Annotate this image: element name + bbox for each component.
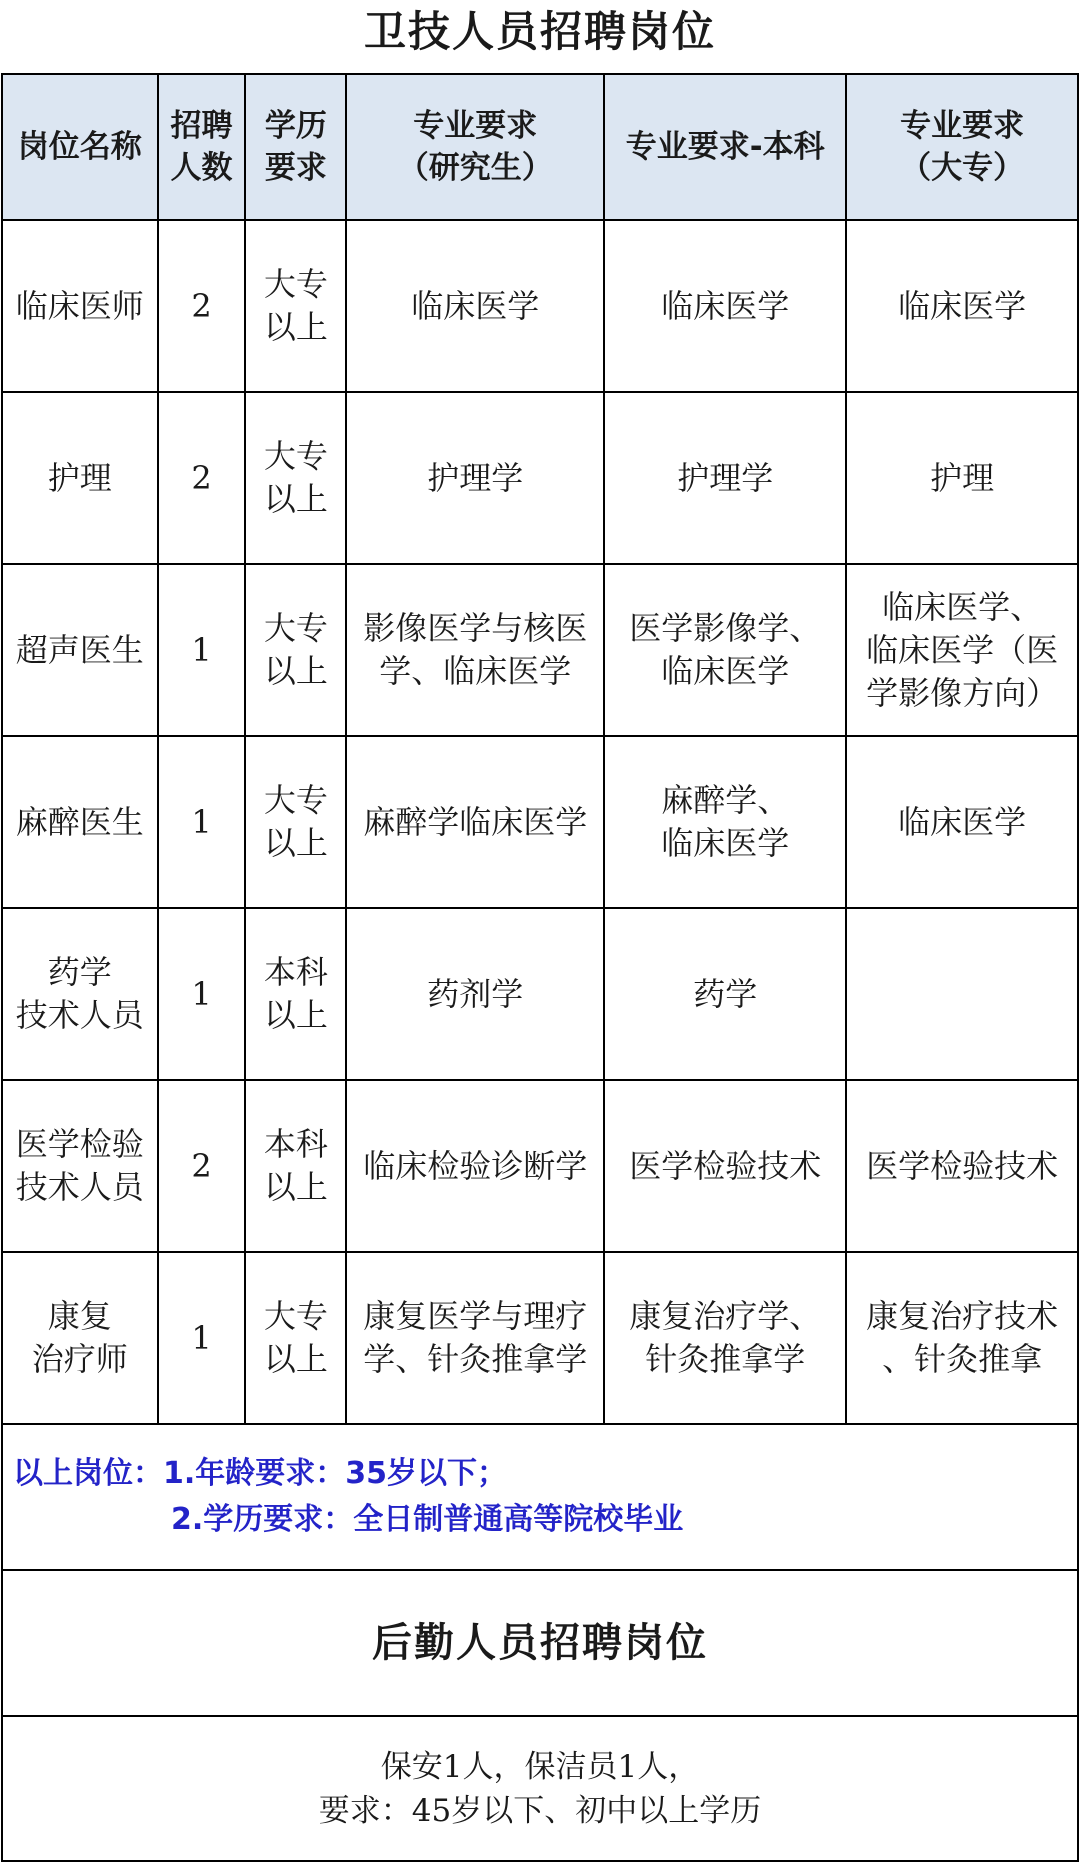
position-cell — [2, 736, 158, 908]
cell-text: 药剂学 — [427, 974, 524, 1013]
cell-text: 以上 — [263, 824, 328, 862]
header-education — [245, 74, 346, 220]
college-major-cell — [846, 1252, 1078, 1424]
cell-text: 大专 — [263, 437, 328, 475]
education-cell — [245, 1252, 346, 1424]
requirements-note — [2, 1424, 1078, 1570]
college-major-cell — [846, 908, 1078, 1080]
table-row — [2, 392, 1078, 564]
position-cell — [2, 220, 158, 392]
logistics-detail-row — [2, 1716, 1078, 1861]
header-text: 人数 — [170, 150, 233, 186]
college-major-cell — [846, 1080, 1078, 1252]
page-title: 卫技人员招聘岗位 — [363, 7, 716, 56]
table-row — [2, 220, 1078, 392]
education-cell — [245, 392, 346, 564]
cell-text: 1 — [191, 974, 212, 1013]
cell-text: 护理学 — [427, 458, 524, 497]
count-cell — [158, 736, 246, 908]
header-text: （研究生） — [397, 150, 553, 186]
header-text: 要求 — [264, 150, 327, 186]
cell-text: 临床医学、 — [882, 587, 1043, 626]
cell-text: 临床医师 — [15, 286, 144, 325]
cell-text: 康复治疗学、 — [629, 1297, 822, 1335]
cell-text: 护理学 — [677, 458, 774, 497]
cell-text: 大专 — [263, 781, 328, 819]
college-major-cell — [846, 220, 1078, 392]
cell-text: 临床医学 — [898, 286, 1027, 325]
cell-text: 药学 — [693, 974, 758, 1013]
cell-text: 1 — [191, 630, 212, 669]
note-age-requirement: 以上岗位：1.年龄要求：35岁以下； — [13, 1456, 508, 1491]
header-text: 招聘 — [170, 108, 233, 144]
position-cell — [2, 1080, 158, 1252]
recruitment-table — [1, 73, 1079, 1862]
graduate-major-cell — [346, 220, 604, 392]
bachelor-major-cell — [604, 220, 846, 392]
cell-text: 医学检验 — [15, 1125, 144, 1163]
header-text: （大专） — [900, 150, 1025, 186]
education-cell — [245, 736, 346, 908]
count-cell — [158, 1080, 246, 1252]
position-cell — [2, 392, 158, 564]
position-cell — [2, 908, 158, 1080]
cell-text: 学影像方向） — [866, 673, 1059, 712]
header-bachelor — [604, 74, 846, 220]
bachelor-major-cell — [604, 736, 846, 908]
cell-text: 影像医学与核医 — [363, 609, 588, 647]
bachelor-major-cell — [604, 1080, 846, 1252]
college-major-cell — [846, 564, 1078, 736]
bachelor-major-cell — [604, 908, 846, 1080]
cell-text: 药学 — [47, 953, 112, 991]
header-position — [2, 74, 158, 220]
cell-text: 以上 — [263, 480, 328, 518]
header-graduate — [346, 74, 604, 220]
count-cell — [158, 392, 246, 564]
logistics-details — [2, 1716, 1078, 1861]
graduate-major-cell — [346, 564, 604, 736]
cell-text: 1 — [191, 1318, 212, 1357]
cell-text: 、针灸推拿 — [882, 1340, 1043, 1378]
cell-text: 技术人员 — [15, 1168, 144, 1206]
count-cell — [158, 564, 246, 736]
note-education-requirement: 2.学历要求：全日制普通高等院校毕业 — [171, 1502, 684, 1537]
cell-text: 超声医生 — [15, 630, 144, 669]
college-major-cell — [846, 392, 1078, 564]
cell-text: 临床检验诊断学 — [363, 1146, 588, 1185]
cell-text: 麻醉学临床医学 — [363, 802, 588, 841]
header-text: 岗位名称 — [17, 129, 142, 165]
cell-text: 麻醉医生 — [15, 802, 144, 841]
logistics-section-title: 后勤人员招聘岗位 — [2, 1570, 1078, 1716]
logistics-requirements: 要求：45岁以下、初中以上学历 — [318, 1792, 762, 1829]
count-cell — [158, 220, 246, 392]
position-cell — [2, 1252, 158, 1424]
cell-text: 技术人员 — [15, 996, 144, 1034]
cell-text: 医学影像学、 — [629, 609, 822, 647]
cell-text: 学、针灸推拿学 — [363, 1340, 588, 1378]
cell-text: 以上 — [263, 308, 328, 346]
cell-text: 康复 — [47, 1297, 112, 1335]
requirements-note-row — [2, 1424, 1078, 1570]
cell-text: 康复医学与理疗 — [363, 1297, 588, 1335]
header-text: 学历 — [264, 108, 327, 144]
cell-text: 2 — [191, 458, 212, 497]
cell-text: 以上 — [263, 1168, 328, 1206]
cell-text: 2 — [191, 286, 212, 325]
bachelor-major-cell — [604, 392, 846, 564]
position-cell — [2, 564, 158, 736]
table-row — [2, 736, 1078, 908]
cell-text: 以上 — [263, 996, 328, 1034]
logistics-positions: 保安1人，保洁员1人， — [380, 1748, 700, 1785]
bachelor-major-cell — [604, 564, 846, 736]
cell-text: 护理 — [47, 458, 112, 497]
graduate-major-cell — [346, 736, 604, 908]
graduate-major-cell — [346, 1252, 604, 1424]
cell-text: 以上 — [263, 1340, 328, 1378]
cell-text: 大专 — [263, 1297, 328, 1335]
cell-text: 临床医学 — [661, 652, 790, 690]
education-cell — [245, 220, 346, 392]
bachelor-major-cell — [604, 1252, 846, 1424]
cell-text: 学、临床医学 — [379, 652, 572, 690]
cell-text: 本科 — [263, 953, 328, 991]
header-text: 专业要求 — [413, 108, 538, 144]
header-text: 专业要求-本科 — [625, 129, 825, 165]
cell-text: 临床医学 — [661, 286, 790, 325]
cell-text: 针灸推拿学 — [645, 1340, 806, 1378]
header-count — [158, 74, 246, 220]
table-body — [2, 220, 1078, 1861]
education-cell — [245, 908, 346, 1080]
cell-text: 临床医学 — [898, 802, 1027, 841]
cell-text: 本科 — [263, 1125, 328, 1163]
count-cell — [158, 908, 246, 1080]
header-college — [846, 74, 1078, 220]
cell-text: 以上 — [263, 652, 328, 690]
college-major-cell — [846, 736, 1078, 908]
logistics-title-row — [2, 1570, 1078, 1716]
table-row — [2, 1080, 1078, 1252]
cell-text: 临床医学 — [661, 824, 790, 862]
education-cell — [245, 564, 346, 736]
education-cell — [245, 1080, 346, 1252]
cell-text: 治疗师 — [31, 1340, 128, 1378]
cell-text: 1 — [191, 802, 212, 841]
table-header-row — [2, 74, 1078, 220]
table-row — [2, 908, 1078, 1080]
cell-text: 大专 — [263, 609, 328, 647]
cell-text: 护理 — [930, 458, 995, 497]
count-cell — [158, 1252, 246, 1424]
cell-text: 2 — [191, 1146, 212, 1185]
graduate-major-cell — [346, 1080, 604, 1252]
header-text: 专业要求 — [900, 108, 1025, 144]
cell-text: 康复治疗技术 — [866, 1297, 1059, 1335]
graduate-major-cell — [346, 908, 604, 1080]
cell-text: 医学检验技术 — [629, 1146, 822, 1185]
table-row — [2, 564, 1078, 736]
graduate-major-cell — [346, 392, 604, 564]
cell-text: 临床医学 — [411, 286, 540, 325]
cell-text: 麻醉学、 — [661, 781, 790, 819]
cell-text: 临床医学（医 — [866, 630, 1059, 669]
table-row — [2, 1252, 1078, 1424]
cell-text: 医学检验技术 — [866, 1146, 1059, 1185]
cell-text: 大专 — [263, 265, 328, 303]
